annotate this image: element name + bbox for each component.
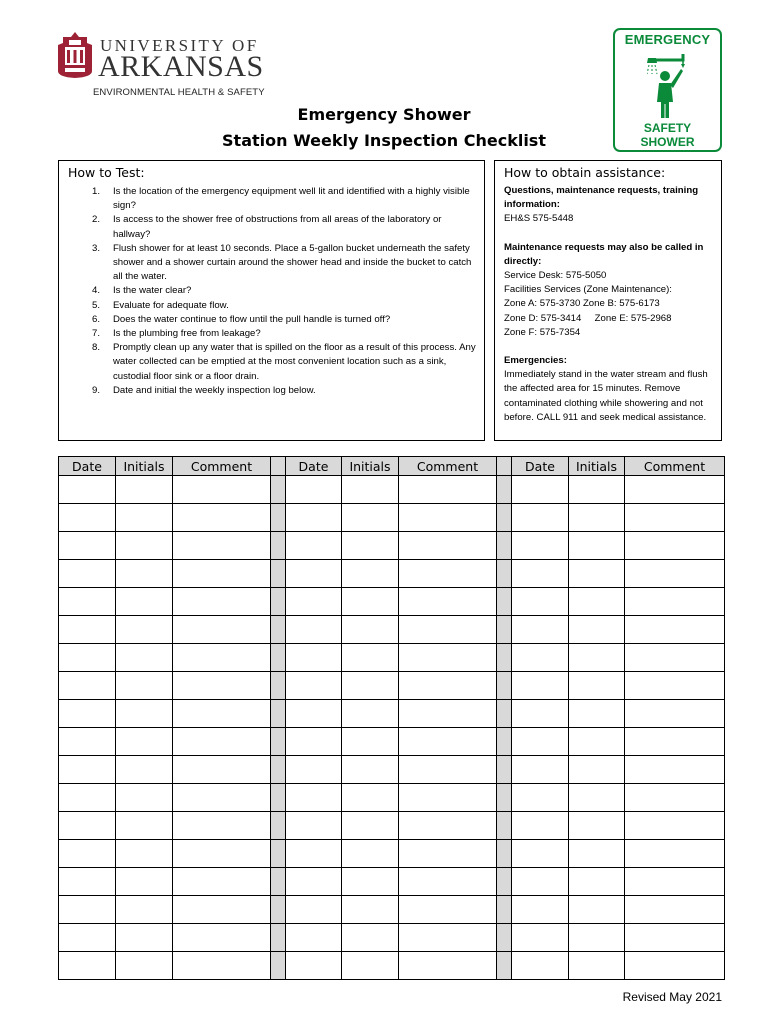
comment-cell[interactable] (625, 812, 725, 840)
comment-cell[interactable] (399, 644, 497, 672)
initials-cell[interactable] (569, 924, 625, 952)
initials-cell[interactable] (569, 476, 625, 504)
questions-label: Questions, maintenance requests, training information: (504, 185, 699, 211)
list-item: 7. Is the plumbing free from leakage? (91, 328, 261, 340)
date-cell[interactable] (286, 868, 342, 896)
date-cell[interactable] (512, 728, 569, 756)
comment-cell[interactable] (625, 756, 725, 784)
table-row (59, 616, 725, 644)
date-cell[interactable] (286, 924, 342, 952)
column-separator (271, 812, 286, 840)
page-title-line1: Emergency Shower (297, 105, 471, 124)
ehs-phone: EH&S 575-5448 (504, 213, 574, 225)
table-row (59, 896, 725, 924)
date-cell[interactable] (286, 700, 342, 728)
date-cell[interactable] (512, 616, 569, 644)
initials-cell[interactable] (569, 840, 625, 868)
column-separator (497, 588, 512, 616)
date-cell[interactable] (59, 896, 116, 924)
initials-cell[interactable] (342, 756, 399, 784)
date-cell[interactable] (59, 476, 116, 504)
table-row (59, 728, 725, 756)
list-item: 6. Does the water continue to flow until the pull handle is turned off? (91, 313, 391, 325)
comment-cell[interactable] (625, 560, 725, 588)
revision-date: Revised May 2021 (622, 990, 722, 1004)
comment-cell[interactable] (173, 924, 271, 952)
initials-cell[interactable] (569, 532, 625, 560)
initials-cell[interactable] (569, 672, 625, 700)
comment-cell[interactable] (625, 952, 725, 980)
date-cell[interactable] (286, 588, 342, 616)
list-item: 5. Evaluate for adequate flow. (91, 299, 229, 311)
initials-cell[interactable] (342, 532, 399, 560)
assistance-content (504, 184, 719, 425)
column-header-initials: Initials (342, 457, 399, 476)
table-row (59, 756, 725, 784)
date-cell[interactable] (59, 560, 116, 588)
initials-cell[interactable] (569, 644, 625, 672)
inspection-log-table (58, 456, 725, 980)
university-name-line1: UNIVERSITY OF (100, 36, 259, 55)
column-separator (271, 616, 286, 644)
initials-cell[interactable] (569, 784, 625, 812)
column-separator (497, 532, 512, 560)
initials-cell[interactable] (116, 728, 173, 756)
comment-cell[interactable] (399, 756, 497, 784)
date-cell[interactable] (59, 784, 116, 812)
column-separator (271, 784, 286, 812)
service-desk-phone: Service Desk: 575-5050 (504, 270, 607, 282)
emergencies-text: Immediately stand in the water stream and flush the affected area for 15 minutes. Remove contaminated clothing while showering and not before. CALL 911 and seek medical assistance. (504, 369, 708, 423)
table-row (59, 952, 725, 980)
comment-cell[interactable] (399, 868, 497, 896)
comment-cell[interactable] (173, 532, 271, 560)
column-separator (497, 812, 512, 840)
date-cell[interactable] (286, 616, 342, 644)
sign-bottom-line1: SAFETY (643, 121, 692, 135)
date-cell[interactable] (512, 784, 569, 812)
test-steps-list (84, 185, 479, 398)
date-cell[interactable] (59, 868, 116, 896)
initials-cell[interactable] (116, 616, 173, 644)
column-separator (497, 560, 512, 588)
emergencies-label: Emergencies: (504, 355, 567, 367)
comment-cell[interactable] (399, 728, 497, 756)
column-separator (271, 924, 286, 952)
initials-cell[interactable] (569, 952, 625, 980)
comment-cell[interactable] (399, 476, 497, 504)
date-cell[interactable] (512, 868, 569, 896)
initials-cell[interactable] (569, 700, 625, 728)
comment-cell[interactable] (399, 812, 497, 840)
table-row (59, 812, 725, 840)
date-cell[interactable] (59, 616, 116, 644)
column-separator (497, 457, 512, 476)
department-name: ENVIRONMENTAL HEALTH & SAFETY (93, 87, 265, 98)
column-separator (497, 672, 512, 700)
initials-cell[interactable] (342, 672, 399, 700)
column-separator (497, 644, 512, 672)
comment-cell[interactable] (399, 616, 497, 644)
column-separator (497, 616, 512, 644)
date-cell[interactable] (286, 560, 342, 588)
initials-cell[interactable] (569, 616, 625, 644)
date-cell[interactable] (512, 700, 569, 728)
initials-cell[interactable] (569, 812, 625, 840)
column-header-initials: Initials (116, 457, 173, 476)
initials-cell[interactable] (342, 868, 399, 896)
date-cell[interactable] (512, 588, 569, 616)
comment-cell[interactable] (399, 700, 497, 728)
table-row (59, 504, 725, 532)
comment-cell[interactable] (173, 952, 271, 980)
table-row (59, 840, 725, 868)
date-cell[interactable] (286, 784, 342, 812)
initials-cell[interactable] (116, 756, 173, 784)
assistance-box (494, 160, 722, 441)
initials-cell[interactable] (342, 504, 399, 532)
date-cell[interactable] (59, 812, 116, 840)
initials-cell[interactable] (116, 672, 173, 700)
date-cell[interactable] (286, 476, 342, 504)
comment-cell[interactable] (399, 588, 497, 616)
comment-cell[interactable] (625, 728, 725, 756)
column-separator (497, 868, 512, 896)
initials-cell[interactable] (569, 728, 625, 756)
initials-cell[interactable] (116, 924, 173, 952)
column-separator (271, 588, 286, 616)
date-cell[interactable] (286, 840, 342, 868)
comment-cell[interactable] (625, 588, 725, 616)
initials-cell[interactable] (116, 784, 173, 812)
comment-cell[interactable] (173, 756, 271, 784)
initials-cell[interactable] (116, 896, 173, 924)
date-cell[interactable] (59, 504, 116, 532)
comment-cell[interactable] (173, 700, 271, 728)
comment-cell[interactable] (173, 840, 271, 868)
date-cell[interactable] (512, 812, 569, 840)
initials-cell[interactable] (342, 924, 399, 952)
initials-cell[interactable] (116, 504, 173, 532)
column-separator (497, 504, 512, 532)
comment-cell[interactable] (173, 476, 271, 504)
initials-cell[interactable] (116, 840, 173, 868)
initials-cell[interactable] (342, 644, 399, 672)
emergency-shower-sign (613, 28, 722, 152)
column-separator (271, 504, 286, 532)
column-header-comment: Comment (625, 457, 725, 476)
comment-cell[interactable] (399, 952, 497, 980)
table-row (59, 476, 725, 504)
table-row (59, 644, 725, 672)
column-header-initials: Initials (569, 457, 625, 476)
sign-top-text: EMERGENCY (624, 32, 711, 47)
list-item: 3. Flush shower for at least 10 seconds. Place a 5-gallon bucket underneath the safety shower and a shower curtain around the shower head and inside the bucket to catch all the water. (91, 242, 472, 283)
table-row (59, 784, 725, 812)
date-cell[interactable] (286, 672, 342, 700)
column-separator (271, 756, 286, 784)
initials-cell[interactable] (116, 588, 173, 616)
column-separator (271, 728, 286, 756)
comment-cell[interactable] (399, 924, 497, 952)
column-separator (271, 840, 286, 868)
how-to-test-heading: How to Test: (68, 165, 145, 180)
date-cell[interactable] (286, 756, 342, 784)
comment-cell[interactable] (173, 812, 271, 840)
comment-cell[interactable] (399, 896, 497, 924)
comment-cell[interactable] (625, 700, 725, 728)
list-item: 1. Is the location of the emergency equipment well lit and identified with a highly visible sign? (91, 186, 470, 212)
date-cell[interactable] (512, 896, 569, 924)
comment-cell[interactable] (173, 560, 271, 588)
date-cell[interactable] (512, 840, 569, 868)
table-body (59, 476, 725, 980)
initials-cell[interactable] (342, 588, 399, 616)
list-item: 2. Is access to the shower free of obstructions from all areas of the laboratory or hallway? (91, 214, 442, 240)
column-separator (271, 644, 286, 672)
list-item: 4. Is the water clear? (91, 285, 192, 297)
date-cell[interactable] (59, 588, 116, 616)
list-item: 8. Promptly clean up any water that is spilled on the floor as a result of this process. Any water collected can be emptied at the most convenient location such as a sink, custodial floor sink or a floor drain. (91, 342, 476, 382)
date-cell[interactable] (512, 504, 569, 532)
comment-cell[interactable] (625, 784, 725, 812)
initials-cell[interactable] (342, 840, 399, 868)
column-separator (271, 560, 286, 588)
table-row (59, 532, 725, 560)
comment-cell[interactable] (399, 672, 497, 700)
facilities-label: Facilities Services (Zone Maintenance): (504, 284, 672, 296)
column-separator (497, 756, 512, 784)
date-cell[interactable] (59, 952, 116, 980)
table-row (59, 700, 725, 728)
date-cell[interactable] (59, 532, 116, 560)
comment-cell[interactable] (625, 644, 725, 672)
table-row (59, 560, 725, 588)
table-row (59, 924, 725, 952)
initials-cell[interactable] (116, 952, 173, 980)
comment-cell[interactable] (399, 560, 497, 588)
zone-f-phone: Zone F: 575-7354 (504, 326, 581, 338)
date-cell[interactable] (286, 952, 342, 980)
date-cell[interactable] (59, 924, 116, 952)
initials-cell[interactable] (569, 756, 625, 784)
column-separator (271, 457, 286, 476)
column-header-comment: Comment (399, 457, 497, 476)
column-separator (497, 896, 512, 924)
date-cell[interactable] (286, 896, 342, 924)
column-separator (497, 784, 512, 812)
initials-cell[interactable] (116, 868, 173, 896)
column-separator (497, 952, 512, 980)
shower-person-icon (647, 50, 693, 120)
column-header-comment: Comment (173, 457, 271, 476)
comment-cell[interactable] (173, 728, 271, 756)
initials-cell[interactable] (342, 616, 399, 644)
comment-cell[interactable] (173, 588, 271, 616)
comment-cell[interactable] (399, 532, 497, 560)
comment-cell[interactable] (625, 868, 725, 896)
comment-cell[interactable] (173, 784, 271, 812)
comment-cell[interactable] (625, 840, 725, 868)
university-name-line2: ARKANSAS (98, 50, 264, 83)
date-cell[interactable] (512, 644, 569, 672)
date-cell[interactable] (59, 728, 116, 756)
date-cell[interactable] (512, 476, 569, 504)
date-cell[interactable] (286, 504, 342, 532)
comment-cell[interactable] (173, 672, 271, 700)
date-cell[interactable] (59, 700, 116, 728)
initials-cell[interactable] (569, 868, 625, 896)
initials-cell[interactable] (342, 784, 399, 812)
initials-cell[interactable] (116, 812, 173, 840)
university-logo (57, 30, 272, 100)
initials-cell[interactable] (569, 504, 625, 532)
date-cell[interactable] (512, 756, 569, 784)
date-cell[interactable] (512, 952, 569, 980)
comment-cell[interactable] (625, 896, 725, 924)
column-separator (271, 476, 286, 504)
initials-cell[interactable] (569, 588, 625, 616)
table-row (59, 672, 725, 700)
column-separator (271, 700, 286, 728)
date-cell[interactable] (59, 840, 116, 868)
column-separator (271, 896, 286, 924)
column-separator (271, 672, 286, 700)
initials-cell[interactable] (116, 560, 173, 588)
comment-cell[interactable] (173, 868, 271, 896)
zone-ab-phones: Zone A: 575-3730 Zone B: 575-6173 (504, 298, 660, 310)
comment-cell[interactable] (625, 616, 725, 644)
column-separator (497, 476, 512, 504)
initials-cell[interactable] (569, 560, 625, 588)
zone-de-phones: Zone D: 575-3414 Zone E: 575-2968 (504, 312, 672, 324)
comment-cell[interactable] (399, 840, 497, 868)
initials-cell[interactable] (342, 476, 399, 504)
comment-cell[interactable] (625, 924, 725, 952)
date-cell[interactable] (512, 672, 569, 700)
date-cell[interactable] (286, 532, 342, 560)
comment-cell[interactable] (399, 784, 497, 812)
comment-cell[interactable] (625, 672, 725, 700)
date-cell[interactable] (512, 532, 569, 560)
column-header-date: Date (512, 457, 569, 476)
list-item: 9. Date and initial the weekly inspection log below. (91, 384, 316, 396)
page-title-line2: Station Weekly Inspection Checklist (222, 131, 546, 150)
column-header-date: Date (286, 457, 342, 476)
comment-cell[interactable] (625, 476, 725, 504)
assistance-heading: How to obtain assistance: (504, 165, 666, 180)
university-seal-icon (57, 31, 93, 79)
comment-cell[interactable] (173, 616, 271, 644)
date-cell[interactable] (512, 924, 569, 952)
comment-cell[interactable] (173, 504, 271, 532)
initials-cell[interactable] (342, 728, 399, 756)
comment-cell[interactable] (625, 504, 725, 532)
comment-cell[interactable] (173, 644, 271, 672)
initials-cell[interactable] (342, 812, 399, 840)
date-cell[interactable] (286, 644, 342, 672)
how-to-test-box (58, 160, 485, 441)
column-separator (497, 700, 512, 728)
column-separator (271, 868, 286, 896)
column-separator (497, 728, 512, 756)
column-separator (271, 532, 286, 560)
column-header-date: Date (59, 457, 116, 476)
maintenance-label: Maintenance requests may also be called in directly: (504, 241, 704, 267)
initials-cell[interactable] (342, 896, 399, 924)
date-cell[interactable] (59, 672, 116, 700)
date-cell[interactable] (512, 560, 569, 588)
initials-cell[interactable] (116, 700, 173, 728)
column-separator (497, 840, 512, 868)
initials-cell[interactable] (116, 644, 173, 672)
date-cell[interactable] (286, 812, 342, 840)
table-row (59, 588, 725, 616)
date-cell[interactable] (59, 644, 116, 672)
initials-cell[interactable] (116, 532, 173, 560)
comment-cell[interactable] (625, 532, 725, 560)
initials-cell[interactable] (342, 700, 399, 728)
table-header-row (59, 457, 725, 476)
initials-cell[interactable] (342, 560, 399, 588)
initials-cell[interactable] (569, 896, 625, 924)
comment-cell[interactable] (173, 896, 271, 924)
date-cell[interactable] (59, 756, 116, 784)
comment-cell[interactable] (399, 504, 497, 532)
initials-cell[interactable] (342, 952, 399, 980)
table-row (59, 868, 725, 896)
column-separator (497, 924, 512, 952)
sign-bottom-line2: SHOWER (640, 135, 695, 149)
column-separator (271, 952, 286, 980)
initials-cell[interactable] (116, 476, 173, 504)
date-cell[interactable] (286, 728, 342, 756)
